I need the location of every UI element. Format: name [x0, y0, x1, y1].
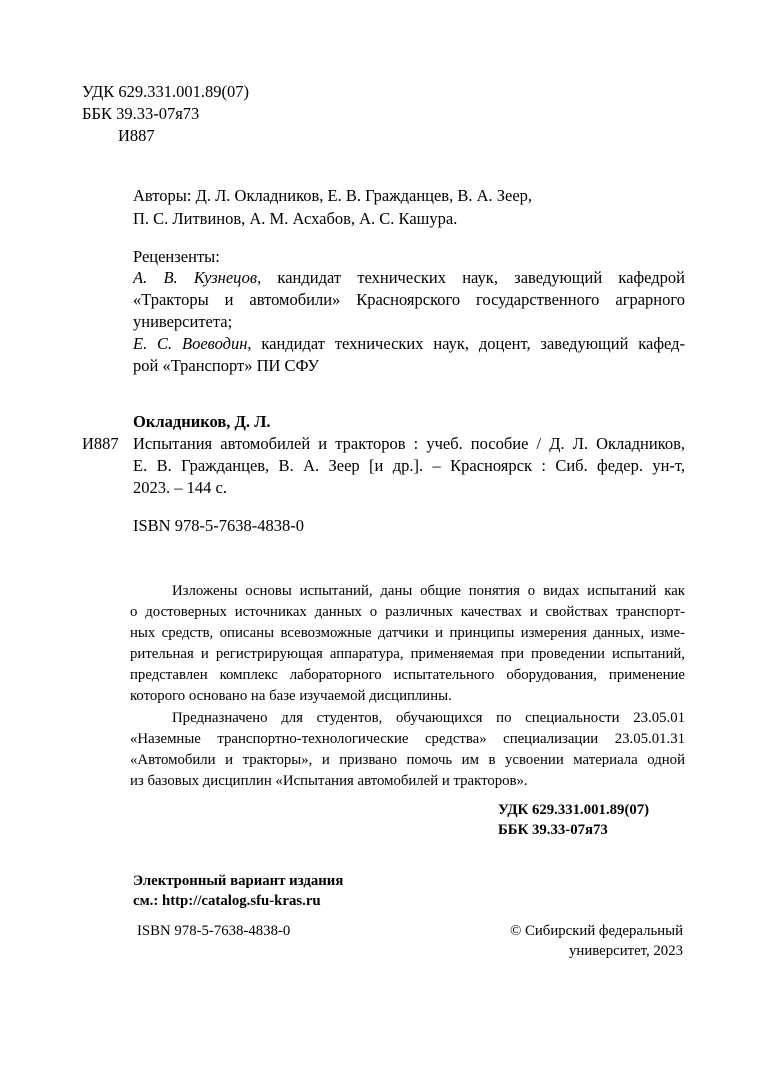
author-sign: И887	[118, 126, 155, 145]
bib-main-author: Окладников, Д. Л.	[133, 412, 271, 431]
bbk-code: ББК 39.33-07я73	[82, 104, 200, 123]
reviewers-label: Рецензенты:	[133, 247, 220, 266]
authors-line-1: Авторы: Д. Л. Окладников, Е. В. Гражданцев, В. А. Зеер,	[133, 186, 533, 205]
reviewer-2-line-2: рой «Транспорт» ПИ СФУ	[133, 356, 320, 375]
bib-line-2: Е. В. Гражданцев, В. А. Зеер [и др.]. – Красноярск : Сиб. федер. ун-т,	[133, 456, 685, 475]
bib-line-1: Испытания автомобилей и тракторов : учеб. пособие / Д. Л. Окладников,	[133, 434, 685, 453]
annotation-p1-line-1: Изложены основы испытаний, даны общие понятия о видах испытаний как	[172, 583, 685, 599]
reviewer-1-line-1: А. В. Кузнецов, кандидат технических наук, заведующий кафедрой	[133, 268, 686, 287]
annotation-p1-line-6: которого основано на базе изучаемой дисциплины.	[130, 688, 452, 704]
annotation-p2-line-1: Предназначено для студентов, обучающихся по специальности 23.05.01	[172, 710, 685, 726]
electronic-version-label: Электронный вариант издания	[133, 873, 344, 889]
footer-isbn: ISBN 978-5-7638-4838-0	[137, 923, 291, 939]
udk-code: УДК 629.331.001.89(07)	[82, 82, 250, 101]
reviewer-2-name: Е. С. Воеводин	[133, 334, 248, 353]
annotation-p1-line-2: о достоверных источниках данных о различных качествах и свойствах транспорт-	[130, 604, 685, 620]
bib-sign: И887	[82, 434, 119, 453]
index-udk: УДК 629.331.001.89(07)	[498, 802, 650, 818]
bib-isbn: ISBN 978-5-7638-4838-0	[133, 516, 304, 535]
reviewer-1-line-3: университета;	[133, 312, 233, 331]
index-bbk: ББК 39.33-07я73	[498, 822, 608, 838]
copyright-line-2: университет, 2023	[569, 943, 683, 959]
authors-line-2: П. С. Литвинов, А. М. Асхабов, А. С. Кашура.	[133, 209, 458, 228]
annotation-p1-line-4: рительная и регистрирующая аппаратура, применяемая при проведении испытаний,	[130, 646, 685, 662]
annotation-p2-line-3: «Автомобили и тракторы», и призвано помочь им в усвоении материала одной	[130, 752, 685, 768]
reviewer-1-line-2: «Тракторы и автомобили» Красноярского государственного аграрного	[133, 290, 685, 309]
copyright-line-1: © Сибирский федеральный	[510, 923, 683, 939]
annotation-p1-line-3: ных средств, описаны всевозможные датчики и принципы измерения данных, изме-	[130, 625, 685, 641]
bib-line-3: 2023. – 144 с.	[133, 478, 227, 497]
annotation-p1-line-5: представлен комплекс лабораторного испытательного оборудования, применение	[130, 667, 685, 683]
reviewer-1-name: А. В. Кузнецов	[133, 268, 258, 287]
annotation-p2-line-4: из базовых дисциплин «Испытания автомобилей и тракторов».	[130, 773, 528, 789]
electronic-version-link[interactable]: см.: http://catalog.sfu-kras.ru	[133, 893, 321, 909]
reviewer-2-line-1: Е. С. Воеводин, кандидат технических наук, доцент, заведующий кафед-	[133, 334, 686, 353]
annotation-p2-line-2: «Наземные транспортно-технологические средства» специализации 23.05.01.31	[130, 731, 685, 747]
